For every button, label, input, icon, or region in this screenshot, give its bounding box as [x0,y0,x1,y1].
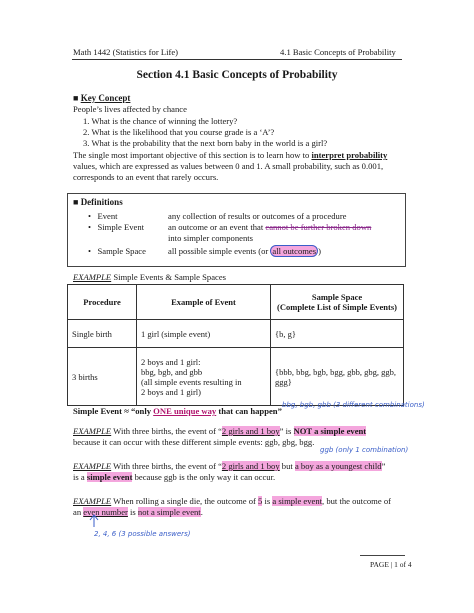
ex2-youngest: a boy as a youngest child [294,461,382,471]
event-line: bbg, bgb, and gbb [141,366,203,377]
ex1-label: EXAMPLE [73,426,112,436]
term-event: Event [97,211,118,221]
example-title: Simple Events & Sample Spaces [111,272,226,282]
ex3-text-c: is [262,496,273,506]
cell-space [271,348,404,406]
ex1-text-c: ” is [279,426,294,436]
question-3: 3. What is the probability that the next born baby in the world is a girl? [83,138,328,148]
sample-space-header-1: Sample Space [311,292,363,302]
ex2-text-2c: because ggb is the only way it can occur. [132,472,276,482]
rule-a: Simple Event ≈ “only [73,406,154,416]
objective-text: The single most important objective of this section is to learn how to [73,150,312,160]
example-label: EXAMPLE [73,272,112,282]
sample-space-def-a: all possible simple events (or [168,246,271,256]
ex3-text-e: , but the outcome of [322,496,391,506]
ex3-text-2e: . [200,507,203,517]
question-2: 2. What is the likelihood that you course grade is a ‘A’? [83,127,275,137]
def-event-text: any collection of results or outcomes of a procedure [168,211,347,221]
space-line: ggg} [275,376,292,387]
ex1-line-2: because it can occur with these different simple events: ggb, gbg, bgg. [73,437,315,447]
ex3-text-2a: an [73,507,84,517]
space-line: {bbb, bbg, bgb, bgg, gbb, gbg, ggb, [275,366,396,377]
simple-event-rule [73,406,282,417]
def-event-term: • Event [88,211,118,221]
ex2-event: 2 girls and 1 boy [221,461,280,471]
interpret-probability: interpret probability [311,150,388,160]
section-header: 4.1 Basic Concepts of Probability [280,47,396,57]
page-title: Section 4.1 Basic Concepts of Probability [136,69,338,81]
ex3-text-a: When rolling a single die, the outcome of [111,496,259,506]
term-simple-event: Simple Event [97,222,145,232]
def-sample-space-term: • Sample Space [88,246,146,256]
event-line: 2 boys and 1 girl: [141,356,201,367]
def-simple-event-term: • Simple Event [88,222,145,232]
simple-event-def-strike: cannot be further broken down [265,222,372,232]
key-concept-heading [73,93,130,103]
all-outcomes-highlight: all outcomes [272,246,317,256]
table-row [68,320,404,348]
header-divider [72,59,402,60]
example-heading [73,272,226,283]
ex2-text-a: With three births, the event of “ [111,461,222,471]
cell-event [137,348,271,406]
ex1-text-a: With three births, the event of “ [111,426,222,436]
objective-line-3: corresponds to an event that rarely occurs. [73,172,219,182]
rule-unique-way: ONE unique way [153,406,217,416]
objective-line-2: values, which are expressed as values between 0 and 1. A small probability, such as 0.001, [73,161,384,171]
key-concept-intro: People’s lives affected by chance [73,104,187,114]
table-header-row [68,285,404,320]
handwritten-note-3: 2, 4, 6 (3 possible answers) [94,530,191,538]
def-simple-event-text-2: into simpler components [168,233,253,243]
objective-line-1 [73,150,387,161]
term-sample-space: Sample Space [97,246,146,256]
ex3-label: EXAMPLE [73,496,112,506]
ex2-text-c: but [279,461,295,471]
course-header: Math 1442 (Statistics for Life) [73,47,179,57]
cell-event: 1 girl (simple event) [137,320,271,348]
sample-space-def-b: ) [318,246,321,256]
bullet-square-icon: ■ [73,93,79,103]
ex2-text-e: ” [381,461,386,471]
col-procedure: Procedure [68,285,137,320]
ex2-line-2 [73,472,275,483]
ex2-label: EXAMPLE [73,461,112,471]
key-concept-label: Key Concept [80,93,131,103]
ex2-line-1 [73,461,385,472]
rule-c: that can happen” [216,406,282,416]
event-line: 2 boys and 1 girl) [141,386,201,397]
ex3-not-simple: not a simple event [137,507,201,517]
ex3-five: 5 [258,496,263,506]
simple-event-def-a: an outcome or an event that [168,222,266,232]
page-number: PAGE | 1 of 4 [370,560,412,569]
ex3-line-1 [73,496,391,507]
table-row [68,348,404,406]
col-sample-space [271,285,404,320]
bullet-square-icon: ■ [73,197,79,207]
footer-divider [360,555,405,556]
definitions-heading [73,197,123,207]
cell-space: {b, g} [271,320,404,348]
ex3-text-2c: is [127,507,138,517]
ex2-text-2a: is a [73,472,87,482]
def-simple-event-text [168,222,371,233]
col-example: Example of Event [137,285,271,320]
handwritten-note-1: bbg, bgb, gbb (3 different combinations) [282,401,425,409]
definitions-label: Definitions [80,197,123,207]
question-1: 1. What is the chance of winning the lottery? [83,116,238,126]
event-line: (all simple events resulting in [141,376,242,387]
handwritten-note-2: ggb (only 1 combination) [320,446,409,454]
sample-space-table [67,284,404,406]
cell-procedure: 3 births [68,348,137,406]
ex3-even-number: even number [83,507,128,517]
cell-procedure: Single birth [68,320,137,348]
handwritten-arrow-icon [88,514,100,528]
ex3-simple-event: a simple event [272,496,323,506]
ex1-line-1 [73,426,366,437]
sample-space-header-2: (Complete List of Simple Events) [277,302,397,312]
ex2-simple-event: simple event [86,472,133,482]
def-sample-space-text [168,246,321,257]
ex1-not-simple: NOT a simple event [293,426,367,436]
ex1-event: 2 girls and 1 boy [221,426,280,436]
